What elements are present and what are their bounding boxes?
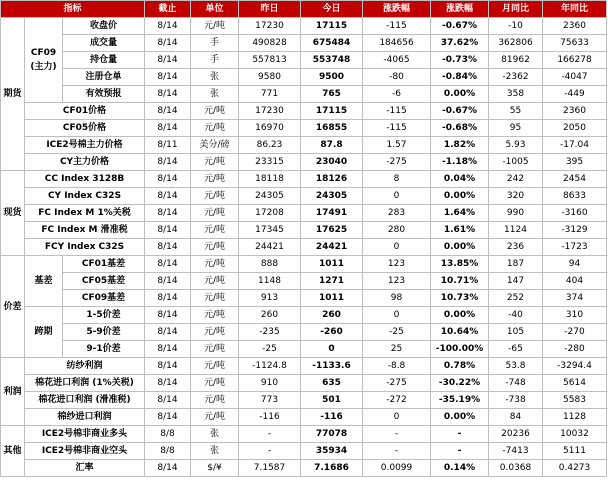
- today-value-cell: 17625: [301, 222, 363, 239]
- date-cell: 8/14: [145, 103, 191, 120]
- change-cell: 1.57: [363, 137, 431, 154]
- change-pct-cell: 0.04%: [431, 171, 489, 188]
- date-cell: 8/14: [145, 52, 191, 69]
- unit-cell: 元/吨: [191, 290, 239, 307]
- mom-cell: 358: [489, 86, 543, 103]
- mom-cell: -7413: [489, 443, 543, 460]
- unit-cell: 张: [191, 86, 239, 103]
- mom-cell: 84: [489, 409, 543, 426]
- unit-cell: 手: [191, 35, 239, 52]
- prev-value-cell: 24421: [239, 239, 301, 256]
- today-value-cell: 260: [301, 307, 363, 324]
- today-value-cell: -260: [301, 324, 363, 341]
- date-cell: 8/14: [145, 239, 191, 256]
- change-cell: 0: [363, 409, 431, 426]
- unit-cell: 手: [191, 52, 239, 69]
- col-header-indicator: 指标: [1, 1, 145, 18]
- col-header-mom: 月同比: [489, 1, 543, 18]
- today-value-cell: 16855: [301, 120, 363, 137]
- date-cell: 8/14: [145, 290, 191, 307]
- change-cell: -115: [363, 103, 431, 120]
- yoy-cell: -3160: [543, 205, 607, 222]
- prev-value-cell: 771: [239, 86, 301, 103]
- today-value-cell: 77078: [301, 426, 363, 443]
- unit-cell: 元/吨: [191, 103, 239, 120]
- unit-cell: 元/吨: [191, 324, 239, 341]
- table-row: [1, 154, 607, 171]
- change-cell: -275: [363, 375, 431, 392]
- change-pct-cell: 10.64%: [431, 324, 489, 341]
- indicator-name: 纺纱利润: [25, 358, 145, 375]
- date-cell: 8/8: [145, 443, 191, 460]
- yoy-cell: 75633: [543, 35, 607, 52]
- change-cell: 283: [363, 205, 431, 222]
- change-pct-cell: 0.00%: [431, 307, 489, 324]
- today-value-cell: 1011: [301, 290, 363, 307]
- col-header-change: 涨跌幅: [363, 1, 431, 18]
- yoy-cell: 2360: [543, 18, 607, 35]
- table-row: [1, 18, 607, 35]
- mom-cell: 362806: [489, 35, 543, 52]
- change-pct-cell: -: [431, 426, 489, 443]
- table-row: [1, 443, 607, 460]
- indicator-name: CF01价格: [25, 103, 145, 120]
- indicator-name: CF09基差: [63, 290, 145, 307]
- date-cell: 8/14: [145, 409, 191, 426]
- today-value-cell: 35934: [301, 443, 363, 460]
- yoy-cell: 8633: [543, 188, 607, 205]
- table-row: [1, 69, 607, 86]
- indicator-name: 持仓量: [63, 52, 145, 69]
- unit-cell: 元/吨: [191, 239, 239, 256]
- change-pct-cell: 1.61%: [431, 222, 489, 239]
- today-value-cell: 553748: [301, 52, 363, 69]
- change-cell: 0: [363, 307, 431, 324]
- col-header-today: 今日: [301, 1, 363, 18]
- change-cell: -6: [363, 86, 431, 103]
- yoy-cell: 404: [543, 273, 607, 290]
- table-row: [1, 137, 607, 154]
- table-row: [1, 358, 607, 375]
- table-row: [1, 273, 607, 290]
- mom-cell: 242: [489, 171, 543, 188]
- change-cell: -272: [363, 392, 431, 409]
- mom-cell: 53.8: [489, 358, 543, 375]
- mom-cell: 0.0368: [489, 460, 543, 477]
- date-cell: 8/14: [145, 154, 191, 171]
- date-cell: 8/11: [145, 137, 191, 154]
- mom-cell: 5.93: [489, 137, 543, 154]
- change-pct-cell: -0.68%: [431, 120, 489, 137]
- yoy-cell: 374: [543, 290, 607, 307]
- today-value-cell: 17115: [301, 103, 363, 120]
- unit-cell: 元/吨: [191, 154, 239, 171]
- unit-cell: $/¥: [191, 460, 239, 477]
- table-row: [1, 426, 607, 443]
- table-row: [1, 307, 607, 324]
- change-cell: -80: [363, 69, 431, 86]
- mom-cell: 55: [489, 103, 543, 120]
- yoy-cell: -4047: [543, 69, 607, 86]
- change-cell: -: [363, 426, 431, 443]
- today-value-cell: -1133.6: [301, 358, 363, 375]
- table-row: [1, 460, 607, 477]
- table-row: [1, 35, 607, 52]
- date-cell: 8/14: [145, 188, 191, 205]
- mom-cell: 1124: [489, 222, 543, 239]
- date-cell: 8/14: [145, 324, 191, 341]
- yoy-cell: 2360: [543, 103, 607, 120]
- table-row: [1, 120, 607, 137]
- yoy-cell: 1128: [543, 409, 607, 426]
- change-cell: 0: [363, 188, 431, 205]
- unit-cell: 元/吨: [191, 18, 239, 35]
- change-pct-cell: -35.19%: [431, 392, 489, 409]
- mom-cell: -40: [489, 307, 543, 324]
- yoy-cell: 166278: [543, 52, 607, 69]
- today-value-cell: 17491: [301, 205, 363, 222]
- date-cell: 8/14: [145, 35, 191, 52]
- unit-cell: 元/吨: [191, 375, 239, 392]
- prev-value-cell: 557813: [239, 52, 301, 69]
- mom-cell: -2362: [489, 69, 543, 86]
- col-header-change-pct: 涨跌幅: [431, 1, 489, 18]
- indicator-name: 有效预报: [63, 86, 145, 103]
- prev-value-cell: 24305: [239, 188, 301, 205]
- unit-cell: 元/吨: [191, 392, 239, 409]
- prev-value-cell: 18118: [239, 171, 301, 188]
- change-cell: -115: [363, 18, 431, 35]
- indicator-name: 棉纱进口利润: [25, 409, 145, 426]
- table-row: [1, 324, 607, 341]
- unit-cell: 张: [191, 426, 239, 443]
- unit-cell: 张: [191, 69, 239, 86]
- yoy-cell: 395: [543, 154, 607, 171]
- change-cell: 123: [363, 256, 431, 273]
- mom-cell: 252: [489, 290, 543, 307]
- prev-value-cell: 913: [239, 290, 301, 307]
- subgroup-cf09-line1: CF09: [30, 48, 57, 58]
- date-cell: 8/14: [145, 171, 191, 188]
- mom-cell: 95: [489, 120, 543, 137]
- indicator-name: CC Index 3128B: [25, 171, 145, 188]
- today-value-cell: 501: [301, 392, 363, 409]
- yoy-cell: -270: [543, 324, 607, 341]
- prev-value-cell: 23315: [239, 154, 301, 171]
- today-value-cell: 17115: [301, 18, 363, 35]
- yoy-cell: 10032: [543, 426, 607, 443]
- change-cell: -8.8: [363, 358, 431, 375]
- change-pct-cell: 0.00%: [431, 409, 489, 426]
- date-cell: 8/14: [145, 86, 191, 103]
- indicator-name: FCY Index C32S: [25, 239, 145, 256]
- mom-cell: -748: [489, 375, 543, 392]
- yoy-cell: 2050: [543, 120, 607, 137]
- table-row: [1, 222, 607, 239]
- yoy-cell: 0.4273: [543, 460, 607, 477]
- mom-cell: 20236: [489, 426, 543, 443]
- change-pct-cell: -0.73%: [431, 52, 489, 69]
- change-pct-cell: -0.67%: [431, 18, 489, 35]
- prev-value-cell: 86.23: [239, 137, 301, 154]
- table-body: [1, 18, 607, 477]
- indicator-name: CY Index C32S: [25, 188, 145, 205]
- col-header-yoy: 年同比: [543, 1, 607, 18]
- table-row: [1, 205, 607, 222]
- prev-value-cell: -: [239, 443, 301, 460]
- today-value-cell: 635: [301, 375, 363, 392]
- subgroup-basis: 基差: [25, 256, 63, 307]
- prev-value-cell: 910: [239, 375, 301, 392]
- change-pct-cell: -0.67%: [431, 103, 489, 120]
- today-value-cell: 0: [301, 341, 363, 358]
- prev-value-cell: 17230: [239, 103, 301, 120]
- category-other: 其他: [1, 426, 25, 477]
- category-futures: 期货: [1, 18, 25, 171]
- indicator-name: FC Index M 1%关税: [25, 205, 145, 222]
- prev-value-cell: 260: [239, 307, 301, 324]
- table-row: [1, 256, 607, 273]
- date-cell: 8/14: [145, 392, 191, 409]
- yoy-cell: 5111: [543, 443, 607, 460]
- change-pct-cell: 1.82%: [431, 137, 489, 154]
- table-row: [1, 86, 607, 103]
- mom-cell: -65: [489, 341, 543, 358]
- prev-value-cell: -235: [239, 324, 301, 341]
- change-pct-cell: -100.00%: [431, 341, 489, 358]
- yoy-cell: 5614: [543, 375, 607, 392]
- change-cell: 184656: [363, 35, 431, 52]
- unit-cell: 元/吨: [191, 307, 239, 324]
- date-cell: 8/14: [145, 307, 191, 324]
- change-pct-cell: 1.64%: [431, 205, 489, 222]
- yoy-cell: -3129: [543, 222, 607, 239]
- indicator-name: 棉花进口利润 (滑准税): [25, 392, 145, 409]
- date-cell: 8/14: [145, 341, 191, 358]
- change-cell: -115: [363, 120, 431, 137]
- change-pct-cell: 37.62%: [431, 35, 489, 52]
- date-cell: 8/14: [145, 375, 191, 392]
- table-row: [1, 52, 607, 69]
- table-row: [1, 171, 607, 188]
- unit-cell: 元/吨: [191, 341, 239, 358]
- prev-value-cell: 9580: [239, 69, 301, 86]
- indicator-name: 5-9价差: [63, 324, 145, 341]
- indicator-name: 汇率: [25, 460, 145, 477]
- change-pct-cell: 10.73%: [431, 290, 489, 307]
- mom-cell: 187: [489, 256, 543, 273]
- today-value-cell: 87.8: [301, 137, 363, 154]
- change-pct-cell: 0.78%: [431, 358, 489, 375]
- yoy-cell: -3294.4: [543, 358, 607, 375]
- date-cell: 8/14: [145, 69, 191, 86]
- prev-value-cell: 490828: [239, 35, 301, 52]
- change-cell: -25: [363, 324, 431, 341]
- today-value-cell: 765: [301, 86, 363, 103]
- prev-value-cell: 17230: [239, 18, 301, 35]
- today-value-cell: 24421: [301, 239, 363, 256]
- table-row: [1, 375, 607, 392]
- change-pct-cell: -30.22%: [431, 375, 489, 392]
- date-cell: 8/14: [145, 18, 191, 35]
- date-cell: 8/14: [145, 120, 191, 137]
- prev-value-cell: 773: [239, 392, 301, 409]
- col-header-date: 截止: [145, 1, 191, 18]
- unit-cell: 元/吨: [191, 273, 239, 290]
- indicator-name: 收盘价: [63, 18, 145, 35]
- mom-cell: 147: [489, 273, 543, 290]
- prev-value-cell: 17208: [239, 205, 301, 222]
- table-row: [1, 239, 607, 256]
- unit-cell: 美分/磅: [191, 137, 239, 154]
- yoy-cell: 310: [543, 307, 607, 324]
- change-cell: 0.0099: [363, 460, 431, 477]
- category-profit: 利润: [1, 358, 25, 426]
- change-pct-cell: -1.18%: [431, 154, 489, 171]
- subgroup-cf09-line2: (主力): [30, 62, 57, 72]
- date-cell: 8/8: [145, 426, 191, 443]
- change-cell: 98: [363, 290, 431, 307]
- change-cell: 123: [363, 273, 431, 290]
- yoy-cell: -17.04: [543, 137, 607, 154]
- table-row: [1, 103, 607, 120]
- date-cell: 8/14: [145, 222, 191, 239]
- indicator-name: CF05基差: [63, 273, 145, 290]
- subgroup-calendar: 跨期: [25, 307, 63, 358]
- today-value-cell: -116: [301, 409, 363, 426]
- category-spread: 价差: [1, 256, 25, 358]
- mom-cell: 990: [489, 205, 543, 222]
- category-spot: 现货: [1, 171, 25, 256]
- date-cell: 8/14: [145, 460, 191, 477]
- indicator-name: CF01基差: [63, 256, 145, 273]
- change-pct-cell: 0.00%: [431, 86, 489, 103]
- unit-cell: 元/吨: [191, 222, 239, 239]
- change-cell: 8: [363, 171, 431, 188]
- subgroup-cf09: [25, 18, 63, 103]
- change-pct-cell: -0.84%: [431, 69, 489, 86]
- change-pct-cell: 0.00%: [431, 188, 489, 205]
- today-value-cell: 1011: [301, 256, 363, 273]
- unit-cell: 元/吨: [191, 188, 239, 205]
- col-header-prev: 昨日: [239, 1, 301, 18]
- mom-cell: 320: [489, 188, 543, 205]
- indicator-name: 注册仓单: [63, 69, 145, 86]
- change-pct-cell: 0.00%: [431, 239, 489, 256]
- today-value-cell: 675484: [301, 35, 363, 52]
- indicator-name: ICE2号棉非商业空头: [25, 443, 145, 460]
- prev-value-cell: 1148: [239, 273, 301, 290]
- unit-cell: 元/吨: [191, 409, 239, 426]
- table-row: [1, 188, 607, 205]
- yoy-cell: 2454: [543, 171, 607, 188]
- unit-cell: 元/吨: [191, 205, 239, 222]
- change-cell: -4065: [363, 52, 431, 69]
- prev-value-cell: 17345: [239, 222, 301, 239]
- date-cell: 8/14: [145, 256, 191, 273]
- date-cell: 8/14: [145, 273, 191, 290]
- prev-value-cell: 888: [239, 256, 301, 273]
- mom-cell: 105: [489, 324, 543, 341]
- table-row: [1, 341, 607, 358]
- change-cell: 25: [363, 341, 431, 358]
- table-row: [1, 409, 607, 426]
- indicator-name: CY主力价格: [25, 154, 145, 171]
- indicator-name: ICE2号棉主力价格: [25, 137, 145, 154]
- change-pct-cell: 0.14%: [431, 460, 489, 477]
- mom-cell: 236: [489, 239, 543, 256]
- unit-cell: 张: [191, 443, 239, 460]
- yoy-cell: -280: [543, 341, 607, 358]
- prev-value-cell: -1124.8: [239, 358, 301, 375]
- unit-cell: 元/吨: [191, 171, 239, 188]
- today-value-cell: 9500: [301, 69, 363, 86]
- col-header-unit: 单位: [191, 1, 239, 18]
- change-pct-cell: -: [431, 443, 489, 460]
- indicator-name: CF05价格: [25, 120, 145, 137]
- yoy-cell: 5583: [543, 392, 607, 409]
- table-row: [1, 392, 607, 409]
- today-value-cell: 7.1686: [301, 460, 363, 477]
- yoy-cell: -449: [543, 86, 607, 103]
- mom-cell: 81962: [489, 52, 543, 69]
- change-cell: 0: [363, 239, 431, 256]
- mom-cell: -10: [489, 18, 543, 35]
- indicator-name: 棉花进口利润 (1%关税): [25, 375, 145, 392]
- header-row: [1, 1, 607, 18]
- today-value-cell: 24305: [301, 188, 363, 205]
- unit-cell: 元/吨: [191, 120, 239, 137]
- indicator-name: 1-5价差: [63, 307, 145, 324]
- unit-cell: 元/吨: [191, 256, 239, 273]
- yoy-cell: 94: [543, 256, 607, 273]
- indicator-name: 成交量: [63, 35, 145, 52]
- indicator-name: FC Index M 滑准税: [25, 222, 145, 239]
- today-value-cell: 1271: [301, 273, 363, 290]
- today-value-cell: 23040: [301, 154, 363, 171]
- today-value-cell: 18126: [301, 171, 363, 188]
- date-cell: 8/14: [145, 358, 191, 375]
- yoy-cell: -1723: [543, 239, 607, 256]
- change-cell: -275: [363, 154, 431, 171]
- prev-value-cell: 16970: [239, 120, 301, 137]
- indicator-name: ICE2号棉非商业多头: [25, 426, 145, 443]
- date-cell: 8/14: [145, 205, 191, 222]
- mom-cell: -1005: [489, 154, 543, 171]
- unit-cell: 元/吨: [191, 358, 239, 375]
- prev-value-cell: 7.1587: [239, 460, 301, 477]
- change-pct-cell: 10.71%: [431, 273, 489, 290]
- mom-cell: -738: [489, 392, 543, 409]
- change-cell: -: [363, 443, 431, 460]
- prev-value-cell: -25: [239, 341, 301, 358]
- prev-value-cell: -116: [239, 409, 301, 426]
- indicator-name: 9-1价差: [63, 341, 145, 358]
- change-cell: 280: [363, 222, 431, 239]
- prev-value-cell: -: [239, 426, 301, 443]
- table-row: [1, 290, 607, 307]
- change-pct-cell: 13.85%: [431, 256, 489, 273]
